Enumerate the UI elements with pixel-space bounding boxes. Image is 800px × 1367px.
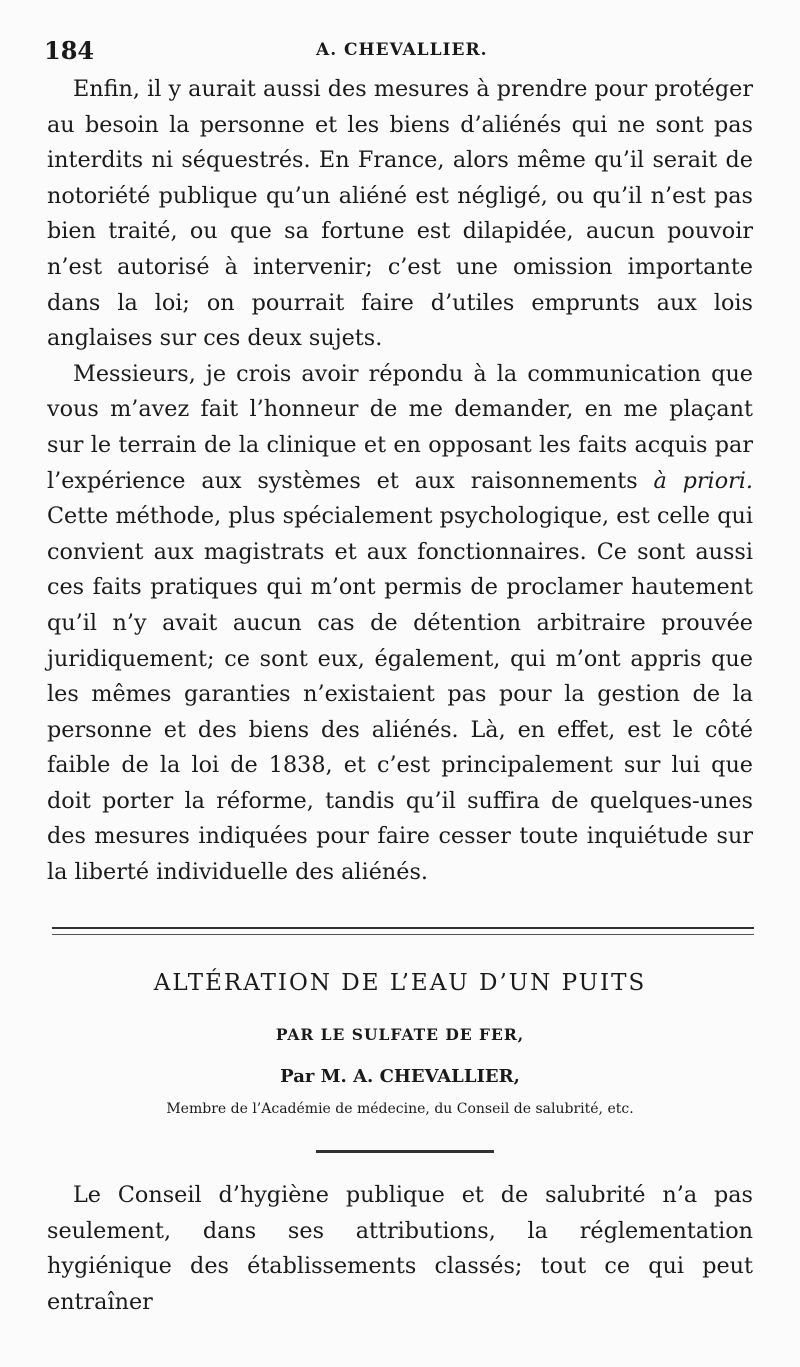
article-opening-paragraph: Le Conseil d’hygiène publique et de salubrité n’a pas seulement, dans ses attributions, la réglementation hygiénique des établissements classés; tout ce qui peut entraîner [47,1182,753,1315]
section-divider [52,927,754,935]
paragraph-2 [47,357,753,891]
paragraph-1: Enfin, il y aurait aussi des mesures à prendre pour protéger au besoin la personne et les biens d’aliénés qui ne sont pas interdits ni séquestrés. En France, alors même qu’il serait de notoriété publique qu’un aliéné est négligé, ou qu’il n’est pas bien traité, ou que sa fortune est dilapidée, aucun pouvoir n’est autorisé à intervenir; c’est une omission importante dans la loi; on pourrait faire d’utiles emprunts aux lois anglaises sur ces deux sujets. [47,76,753,352]
paragraph-2-end: Cette méthode, plus spécialement psychologique, est celle qui convient aux magistrats et aux fonctionnaires. Ce sont aussi ces faits pratiques qui m’ont permis de proclamer hautement qu’il n’y avait aucun cas de détention arbitraire prouvée juridiquement; ce sont eux, également, qui m’ont appris que les mêmes garanties n’existaient pas pour la gestion de la personne et des biens des aliénés. Là, en effet, est le côté faible de la loi de 1838, et c’est principalement sur lui que doit porter la réforme, tandis qu’il suffira de quelques-unes des mesures indiquées pour faire cesser toute inquiétude sur la liberté individuelle des aliénés. [47,503,753,886]
article-author: Par M. A. CHEVALLIER, [280,1066,520,1087]
title-rule [316,1150,494,1153]
article-title: ALTÉRATION DE L’EAU D’UN PUITS [153,970,647,996]
main-text [47,72,753,891]
article-body [47,1178,753,1320]
author-affiliation: Membre de l’Académie de médecine, du Conseil de salubrité, etc. [166,1101,634,1117]
paragraph-2-start: Messieurs, je crois avoir répondu à la communication que vous m’avez fait l’honneur de me demander, en me plaçant sur le terrain de la clinique et en opposant les faits acquis par l’expérience aux systèmes et aux raisonnements [47,360,753,494]
page-header [44,30,754,70]
article-subtitle: PAR LE SULFATE DE FER, [275,1025,525,1044]
italic-phrase: à priori. [653,467,753,494]
running-head: A. CHEVALLIER. [316,40,488,60]
page-number: 184 [44,36,95,65]
